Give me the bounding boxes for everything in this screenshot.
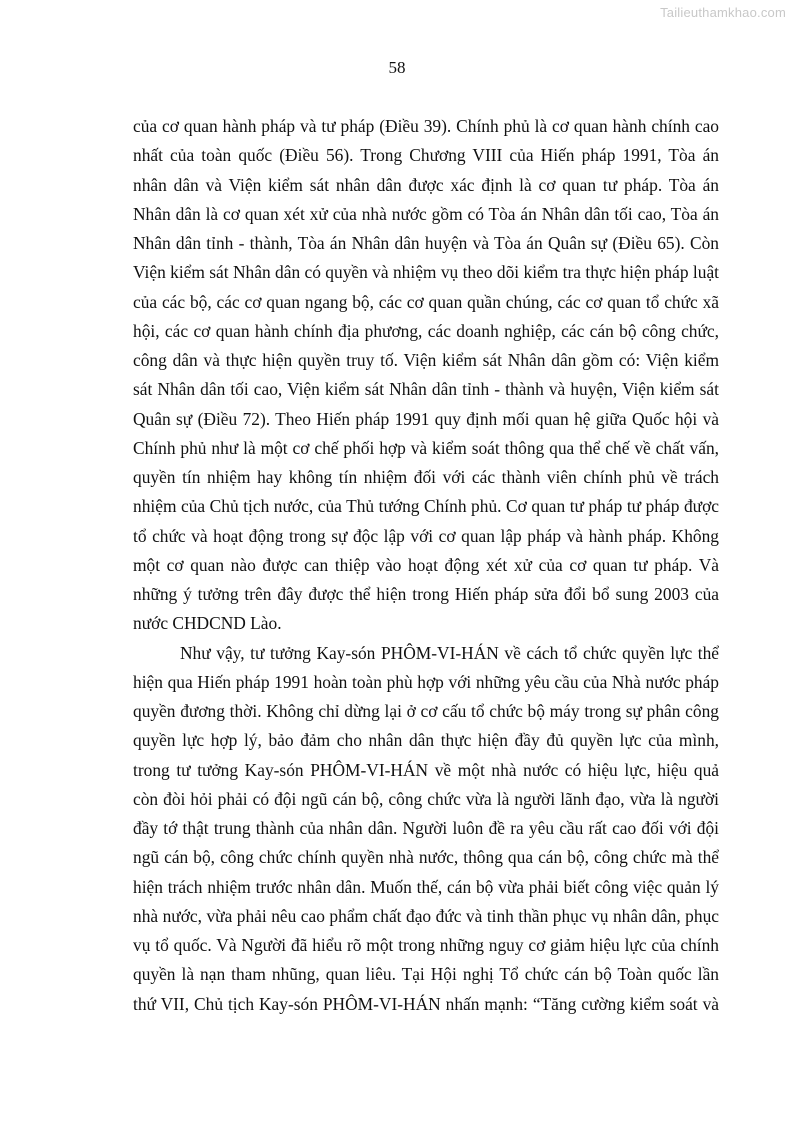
text-line: vụ tổ quốc. Và Người đã hiểu rõ một trong những nguy cơ giảm hiệu lực của chính [133, 935, 719, 955]
page-number: 58 [388, 58, 406, 77]
text-line: nước CHDCND Lào. [133, 613, 282, 634]
text-line: nhà nước, vừa phải nêu cao phẩm chất đạo đức và tinh thần phục vụ nhân dân, phục [133, 905, 719, 926]
text-line: Quân sự (Điều 72). Theo Hiến pháp 1991 quy định mối quan hệ giữa Quốc hội và [133, 408, 719, 429]
text-line: Viện kiểm sát Nhân dân có quyền và nhiệm vụ theo dõi kiểm tra thực hiện pháp luật [133, 262, 719, 283]
text-line: nhất của toàn quốc (Điều 56). Trong Chương VIII của Hiến pháp 1991, Tòa án [133, 145, 719, 166]
text-line: thứ VII, Chủ tịch Kay-són PHÔM-VI-HÁN nhấn mạnh: “Tăng cường kiểm soát và [133, 993, 719, 1014]
text-line: của các bộ, các cơ quan ngang bộ, các cơ quan quần chúng, các cơ quan tổ chức xã [133, 291, 719, 312]
text-line: quyền đương thời. Không chỉ dừng lại ở cơ cấu tổ chức bộ máy trong sự phân công [133, 701, 719, 721]
paragraph-1 [133, 112, 719, 639]
watermark: Tailieuthamkhao.com [660, 5, 786, 20]
text-line: trong tư tưởng Kay-són PHÔM-VI-HÁN về một nhà nước có hiệu lực, hiệu quả [133, 759, 719, 780]
text-line: những ý tưởng trên đây được thể hiện trong Hiến pháp sửa đổi bổ sung 2003 của [133, 584, 719, 604]
text-line: ngũ cán bộ, công chức chính quyền nhà nước, thông qua cán bộ, công chức mà thể [133, 847, 719, 868]
text-line: một cơ quan nào được can thiệp vào hoạt động xét xử của cơ quan tư pháp. Và [133, 554, 719, 575]
text-line: Nhân dân tỉnh - thành, Tòa án Nhân dân huyện và Tòa án Quân sự (Điều 65). Còn [133, 233, 719, 253]
text-line: Chính phủ như là một cơ chế phối hợp và kiểm soát thông qua thể chế về chất vấn, [133, 437, 719, 458]
text-line: Nhân dân là cơ quan xét xử của nhà nước gồm có Tòa án Nhân dân tối cao, Tòa án [133, 203, 719, 224]
text-line: còn đòi hỏi phải có đội ngũ cán bộ, công chức vừa là người lãnh đạo, vừa là người [133, 788, 719, 809]
text-line: nhân dân và Viện kiểm sát nhân dân được xác định là cơ quan tư pháp. Tòa án [133, 174, 719, 195]
text-line: Như vậy, tư tưởng Kay-són PHÔM-VI-HÁN về cách tổ chức quyền lực thể [180, 642, 719, 663]
text-line: công dân và thực hiện quyền truy tố. Viện kiểm sát Nhân dân gồm có: Viện kiểm [133, 350, 719, 370]
text-line: của cơ quan hành pháp và tư pháp (Điều 39). Chính phủ là cơ quan hành chính cao [133, 116, 719, 136]
paragraph-2 [133, 639, 719, 1019]
text-line: quyền tín nhiệm hay không tín nhiệm đối với các thành viên chính phủ về trách [133, 467, 719, 487]
text-line: hội, các cơ quan hành chính địa phương, các doanh nghiệp, các cán bộ công chức, [133, 320, 719, 341]
text-line: tổ chức và hoạt động trong sự độc lập với cơ quan lập pháp và hành pháp. Không [133, 525, 719, 546]
text-line: nhiệm của Chủ tịch nước, của Thủ tướng Chính phủ. Cơ quan tư pháp tư pháp được [133, 496, 719, 517]
text-line: quyền lực hợp lý, bảo đảm cho nhân dân thực hiện đầy đủ quyền lực của mình, [133, 730, 719, 751]
text-line: sát Nhân dân tối cao, Viện kiểm sát Nhân dân tỉnh - thành và huyện, Viện kiểm sát [133, 379, 719, 400]
text-line: đầy tớ thật trung thành của nhân dân. Người luôn đề ra yêu cầu rất cao đối với đội [133, 818, 719, 838]
document-body [133, 112, 719, 1019]
text-line: quyền là nạn tham nhũng, quan liêu. Tại Hội nghị Tổ chức cán bộ Toàn quốc lần [133, 964, 719, 985]
text-line: hiện qua Hiến pháp 1991 hoàn toàn phù hợp với những yêu cầu của Nhà nước pháp [133, 671, 719, 692]
text-line: hiện trách nhiệm trước nhân dân. Muốn thế, cán bộ vừa phải biết công việc quản lý [133, 876, 719, 897]
